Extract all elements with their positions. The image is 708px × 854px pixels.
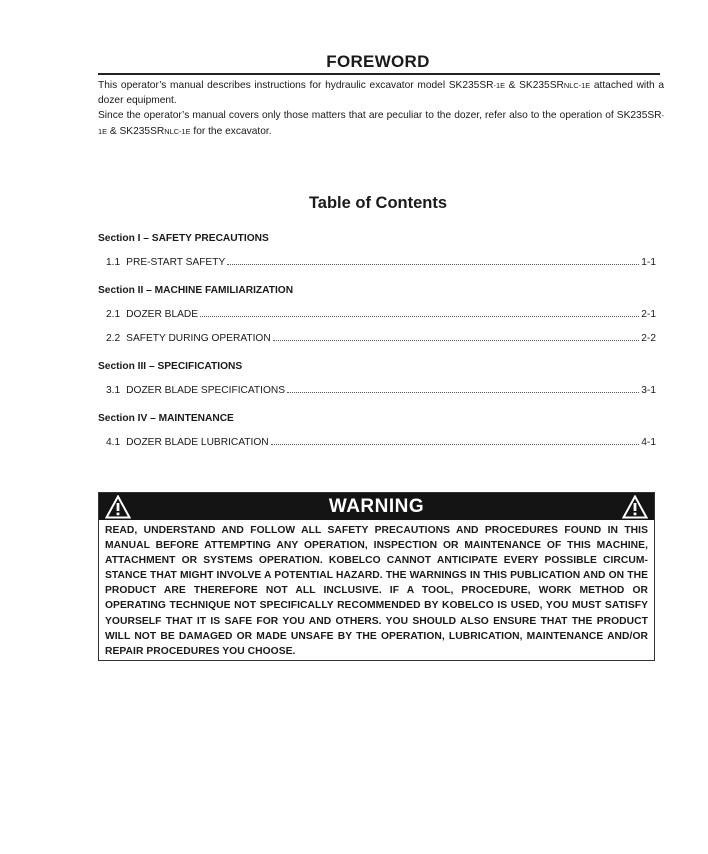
toc-entry-label: DOZER BLADE: [126, 309, 199, 320]
toc-entry-number: 1.1: [106, 257, 121, 268]
warning-header: [99, 493, 654, 520]
foreword-p2-text: Since the operator’s manual covers only those matters that are peculiar to the dozer, refer also to the operation of SK235SR: [98, 110, 662, 122]
toc-entry-number: 4.1: [106, 437, 121, 448]
toc-entry[interactable]: [98, 332, 656, 346]
toc-entry[interactable]: [98, 384, 656, 398]
foreword-p2-text: for the excavator.: [190, 125, 272, 137]
foreword-paragraph-1: [98, 78, 664, 108]
foreword-title: FOREWORD: [326, 52, 430, 71]
warning-title: WARNING: [328, 496, 425, 517]
toc-entry-page: 1-1: [641, 257, 656, 268]
toc-entry-page: 4-1: [641, 437, 656, 448]
warning-box: [98, 492, 655, 661]
dot-leader: [271, 443, 640, 445]
toc-entry[interactable]: [98, 436, 656, 450]
toc-entry-label: DOZER BLADE SPECIFICATIONS: [126, 385, 286, 396]
toc-entry[interactable]: [98, 256, 656, 270]
toc-section-heading: Section I – SAFETY PRECAUTIONS: [98, 233, 269, 244]
dot-leader: [227, 263, 639, 265]
toc-entry-page: 2-1: [641, 309, 656, 320]
toc-entry-label: PRE-START SAFETY: [126, 257, 226, 268]
table-of-contents: [98, 232, 656, 450]
model-suffix: NLC-1E: [164, 126, 191, 136]
foreword-body: [98, 78, 664, 139]
toc-title: Table of Contents: [308, 194, 448, 212]
toc-entry-page: 3-1: [641, 385, 656, 396]
toc-entry-number: 2.1: [106, 309, 121, 320]
toc-entry-label: DOZER BLADE LUBRICATION: [126, 437, 269, 448]
toc-section-heading: Section III – SPECIFICATIONS: [98, 361, 243, 372]
foreword-p2-text: & SK235SR: [107, 125, 165, 137]
toc-entry-number: 3.1: [106, 385, 121, 396]
model-suffix: -1E: [98, 111, 664, 136]
foreword-p1-text: & SK235SR: [505, 80, 564, 91]
toc-entry-number: 2.2: [106, 333, 121, 344]
toc-entry[interactable]: [98, 308, 656, 322]
toc-section-heading: Section IV – MAINTENANCE: [98, 413, 234, 424]
warning-text: READ, UNDERSTAND AND FOLLOW ALL SAFETY PRECAUTIONS AND PROCEDURES FOUND IN THIS MANUAL BEFORE ATTEMPTING ANY OPERATION, INSPECTION OR MAINTENANCE OF THIS MACHINE, ATTACHMENT OR SYSTEMS OPERATION. KOBELCO CANNOT ANTICIPATE EVERY POSSIBLE CIRCUM-STANCE THAT MIGHT INVOLVE A POTENTIAL HAZARD. THE WARNINGS IN THIS PUBLICATION AND ON THE PRODUCT ARE THEREFORE NOT ALL INCLUSIVE. IF A TOOL, PROCEDURE, WORK METHOD OR OPERATING TECHNIQUE NOT SPECIFICALLY RECOMMENDED BY KOBELCO IS USED, YOU MUST SATISFY YOURSELF THAT IT IS SAFE FOR YOU AND OTHERS. YOU SHOULD ALSO ENSURE THAT THE PRODUCT WILL NOT BE DAMAGED OR MADE UNSAFE BY THE OPERATION, LUBRICATION, MAINTENANCE AND/OR REPAIR PROCEDURES YOU CHOOSE.: [105, 525, 648, 657]
dot-leader: [200, 315, 639, 317]
foreword-p1-text: This operator’s manual describes instructions for hydraulic excavator model SK235SR: [98, 80, 494, 91]
toc-section-heading: Section II – MACHINE FAMILIARIZATION: [98, 285, 294, 296]
warning-triangle-icon: [622, 495, 648, 519]
foreword-paragraph-2: [98, 108, 664, 138]
foreword-divider: [98, 73, 660, 75]
toc-entry-page: 2-2: [641, 333, 656, 344]
dot-leader: [273, 339, 640, 341]
foreword-p1-text: attached with a dozer equipment.: [98, 80, 665, 107]
model-suffix: -1E: [493, 81, 506, 90]
model-suffix: NLC-1E: [563, 81, 591, 90]
dot-leader: [287, 391, 639, 393]
toc-entry-label: SAFETY DURING OPERATION: [126, 333, 271, 344]
